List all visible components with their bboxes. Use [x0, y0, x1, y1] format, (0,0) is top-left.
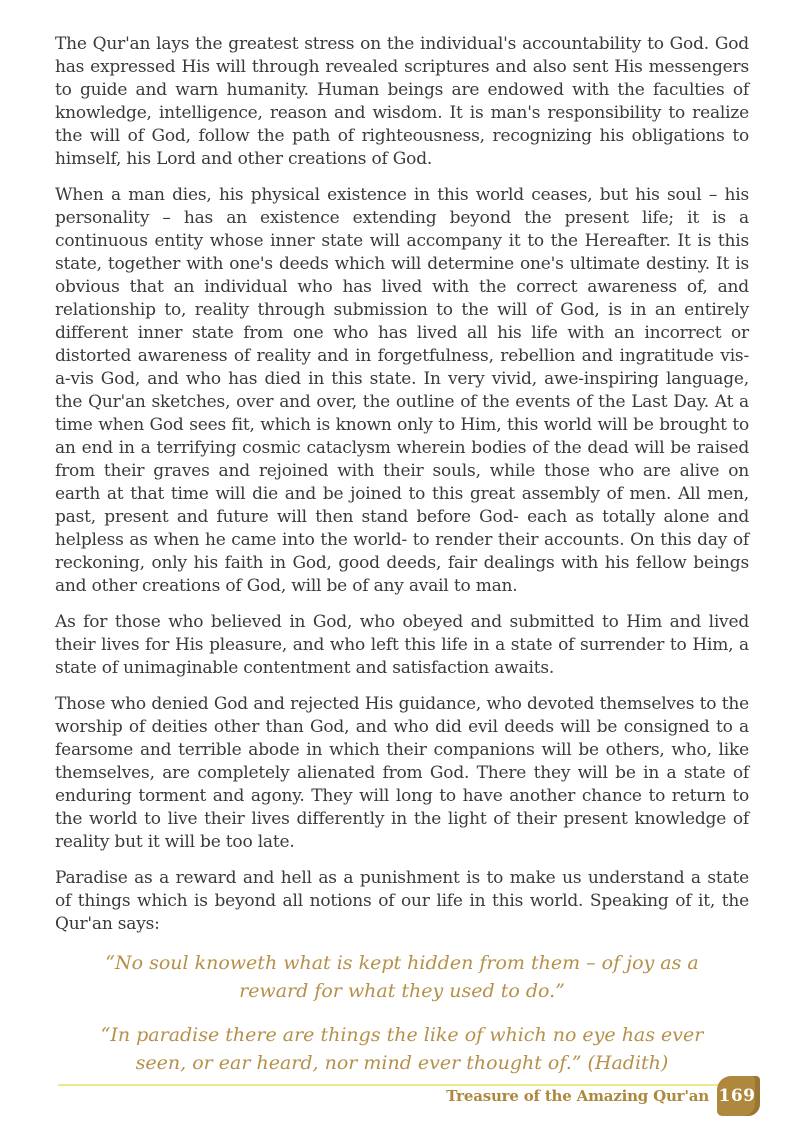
page-number: 169	[718, 1086, 756, 1106]
page-footer	[0, 1071, 800, 1121]
paragraph-paradise-hell-intro: Paradise as a reward and hell as a punishment is to make us understand a state of things which is beyond all notions of our life in this world. Speaking of it, the Qur'an says:	[55, 868, 749, 934]
hadith-quote: “In paradise there are things the like of which no eye has ever seen, or ear heard, nor mind ever thought of.” (Hadith)	[100, 1024, 704, 1074]
quran-quote: “No soul knoweth what is kept hidden from them – of joy as a reward for what they used to do.”	[105, 952, 699, 1002]
paragraph-believers-reward: As for those who believed in God, who obeyed and submitted to Him and lived their lives for His pleasure, and who left this life in a state of surrender to Him, a state of unimaginable contentment and satisfaction awaits.	[55, 612, 749, 678]
footer-row	[446, 1076, 760, 1116]
page-number-badge	[717, 1076, 760, 1116]
paragraph-death-and-last-day: When a man dies, his physical existence in this world ceases, but his soul – his personality – has an existence extending beyond the present life; it is a continuous entity whose inner state will accompany it to the Hereafter. It is this state, together with one's deeds which will determine one's ultimate destiny. It is obvious that an individual who has lived with the correct awareness of, and relationship to, reality through submission to the will of God, is in an entirely different inner state from one who has lived all his life with an incorrect or distorted awareness of reality and in forgetfulness, rebellion and ingratitude vis-a-vis God, and who has died in this state. In very vivid, awe-inspiring language, the Qur'an sketches, over and over, the outline of the events of the Last Day. At a time when God sees fit, which is known only to Him, this world will be brought to an end in a terrifying cosmic cataclysm wherein bodies of the dead will be raised from their graves and rejoined with their souls, while those who are alive on earth at that time will die and be joined to this great assembly of men. All men, past, present and future will then stand before God- each as totally alone and helpless as when he came into the world- to render their accounts. On this day of reckoning, only his faith in God, good deeds, fair dealings with his fellow beings and other creations of God, will be of any avail to man.	[55, 185, 749, 596]
paragraph-accountability: The Qur'an lays the greatest stress on the individual's accountability to God. God has expressed His will through revealed scriptures and also sent His messengers to guide and warn humanity. Human beings are endowed with the faculties of knowledge, intelligence, reason and wisdom. It is man's responsibility to realize the will of God, follow the path of righteousness, recognizing his obligations to himself, his Lord and other creations of God.	[55, 34, 749, 169]
paragraph-deniers-fate: Those who denied God and rejected His guidance, who devoted themselves to the worship of deities other than God, and who did evil deeds will be consigned to a fearsome and terrible abode in which their companions will be others, who, like themselves, are completely alienated from God. There they will be in a state of enduring torment and agony. They will long to have another chance to return to the world to live their lives differently in the light of their present knowledge of reality but it will be too late.	[55, 694, 749, 852]
book-title: Treasure of the Amazing Qur'an	[446, 1087, 709, 1105]
page-content	[55, 33, 749, 1093]
